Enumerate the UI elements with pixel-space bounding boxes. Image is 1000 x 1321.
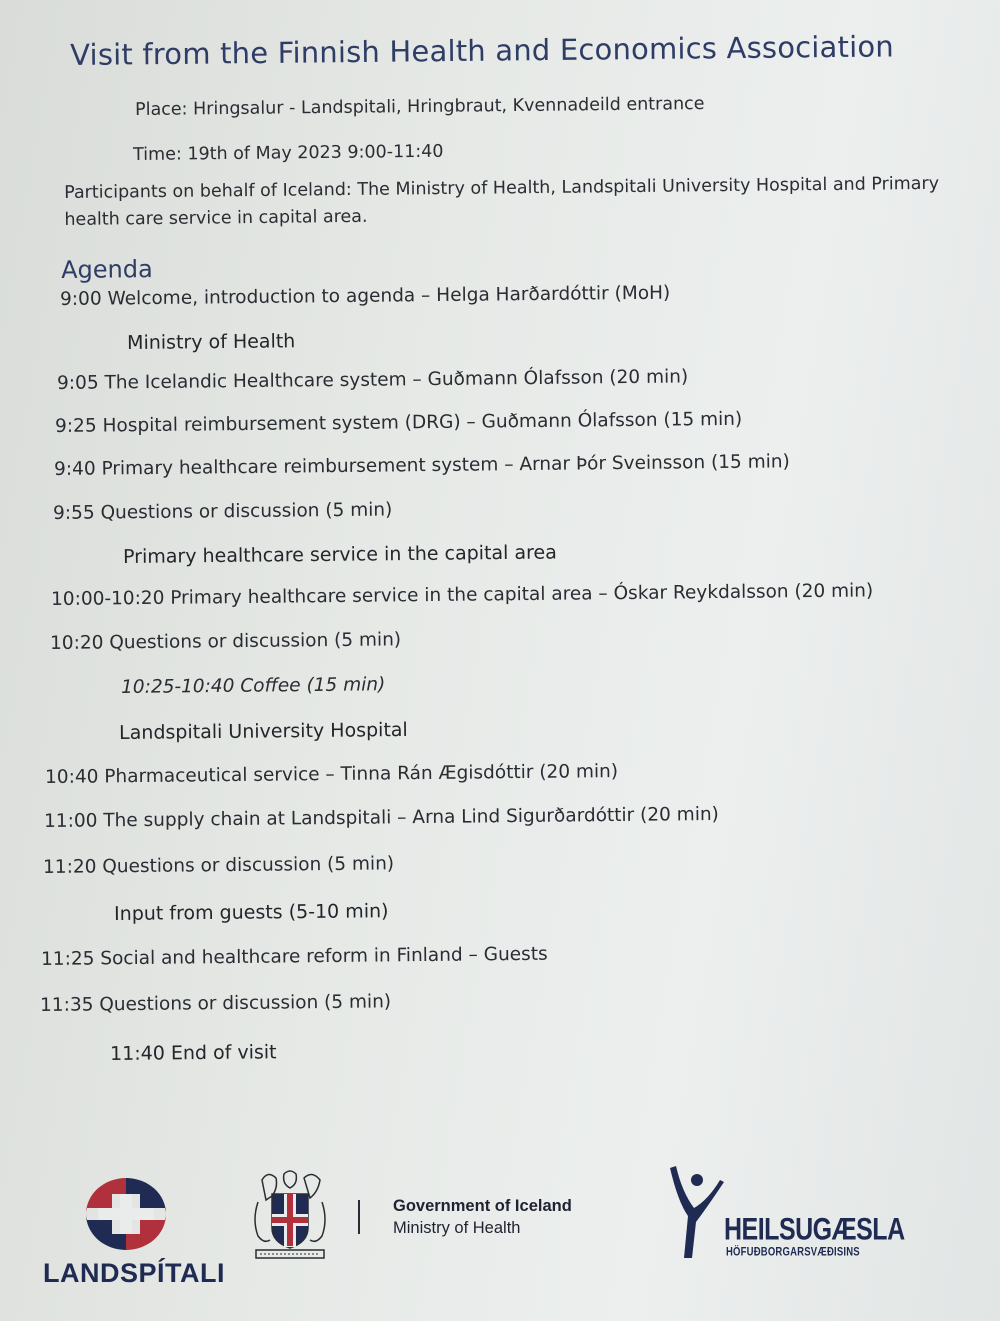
government-wordmark xyxy=(393,1195,572,1239)
agenda-item: 9:40 Primary healthcare reimbursement system – Arnar Þór Sveinsson (15 min) xyxy=(54,451,790,480)
agenda-section-landspitali: Landspitali University Hospital xyxy=(119,718,408,744)
agenda-item: 9:00 Welcome, introduction to agenda – Helga Harðardóttir (MoH) xyxy=(60,282,671,310)
agenda-item: 11:20 Questions or discussion (5 min) xyxy=(43,853,395,878)
agenda-item: 11:35 Questions or discussion (5 min) xyxy=(40,991,392,1016)
agenda-section-ministry: Ministry of Health xyxy=(127,330,296,354)
heilsugaesla-subtitle: HÖFUÐBORGARSVÆÐISINS xyxy=(726,1245,860,1260)
time-line: Time: 19th of May 2023 9:00-11:40 xyxy=(133,141,444,165)
agenda-end-of-visit: 11:40 End of visit xyxy=(110,1041,277,1065)
participants-paragraph: Participants on behalf of Iceland: The Ministry of Health, Landspitali University Hospital and Primary health care service in capital area. xyxy=(64,173,940,230)
agenda-heading: Agenda xyxy=(61,255,153,284)
agenda-section-guests: Input from guests (5-10 min) xyxy=(114,900,389,925)
ministry-line: Ministry of Health xyxy=(393,1219,521,1237)
coat-of-arms-icon xyxy=(248,1170,332,1262)
agenda-item: 9:05 The Icelandic Healthcare system – Guðmann Ólafsson (20 min) xyxy=(57,366,689,394)
agenda-item: 10:00-10:20 Primary healthcare service in the capital area – Óskar Reykdalsson (20 min) xyxy=(51,580,874,610)
place-line: Place: Hringsalur - Landspitali, Hringbraut, Kvennadeild entrance xyxy=(135,94,705,120)
agenda-item: 9:25 Hospital reimbursement system (DRG) – Guðmann Ólafsson (15 min) xyxy=(55,408,743,437)
agenda-item: 9:55 Questions or discussion (5 min) xyxy=(53,499,393,524)
document-title: Visit from the Finnish Health and Economics Association xyxy=(70,29,895,72)
government-line: Government of Iceland xyxy=(393,1197,572,1215)
footer-logos xyxy=(0,1150,1000,1300)
agenda-coffee-break: 10:25-10:40 Coffee (15 min) xyxy=(121,674,386,698)
agenda-item: 10:40 Pharmaceutical service – Tinna Rán Ægisdóttir (20 min) xyxy=(45,761,619,788)
divider xyxy=(358,1200,360,1234)
agenda-item: 10:20 Questions or discussion (5 min) xyxy=(50,629,402,654)
agenda-section-primary: Primary healthcare service in the capital area xyxy=(123,541,557,568)
agenda-item: 11:25 Social and healthcare reform in Finland – Guests xyxy=(41,943,548,970)
heilsugaesla-wordmark: HEILSUGÆSLA xyxy=(724,1212,905,1247)
agenda-item: 11:00 The supply chain at Landspitali – Arna Lind Sigurðardóttir (20 min) xyxy=(44,803,719,832)
landspitali-wordmark: LANDSPÍTALI xyxy=(43,1258,225,1288)
